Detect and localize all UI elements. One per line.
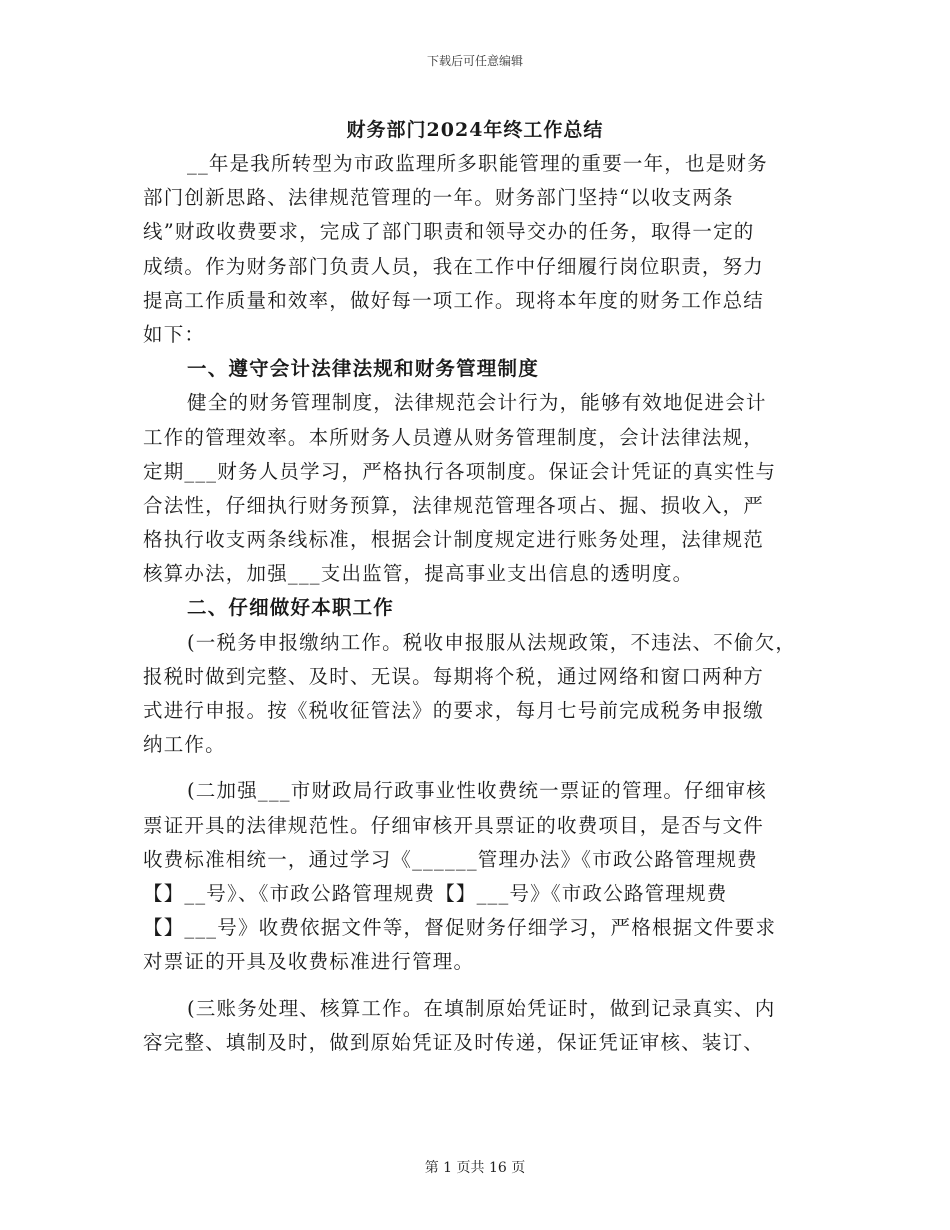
header-note: 下载后可任意编辑 [426,54,523,68]
document-body [143,147,811,1060]
intro-paragraph [143,147,811,352]
section-heading-2: 二、仔细做好本职工作 [187,596,395,620]
text-line: 工作的管理效率。本所财务人员遵从财务管理制度，会计法律法规， [143,425,765,449]
text-line: 票证开具的法律规范性。仔细审核开具票证的收费项目，是否与文件 [143,813,765,837]
section-heading-1: 一、遵守会计法律法规和财务管理制度 [187,357,539,381]
text-line: 对票证的开具及收费标准进行管理。 [143,950,475,974]
text-line: 线”财政收费要求，完成了部门职责和领导交办的任务，取得一定的 [143,220,755,244]
text-line: 收费标准相统一，通过学习《______管理办法》《市政公路管理规费 [143,847,758,871]
text-line: 提高工作质量和效率，做好每一项工作。现将本年度的财务工作总结 [143,288,765,312]
text-line: 健全的财务管理制度，法律规范会计行为，能够有效地促进会计 [187,391,767,415]
text-line: 式进行申报。按《税收征管法》的要求，每月七号前完成税务申报缴 [143,699,765,722]
text-line: 格执行收支两条线标准，根据会计制度规定进行账务处理，法律规范 [143,528,765,552]
page-footer: 第 1 页共 16 页 [424,1160,526,1176]
section2-paragraph-3 [143,992,811,1060]
text-line: 容完整、填制及时，做到原始凭证及时传递，保证凭证审核、装订、 [143,1030,765,1054]
text-line: 纳工作。 [143,733,226,757]
text-line: (二加强___市财政局行政事业性收费统一票证的管理。仔细审核 [187,779,767,803]
text-line: 【】__号》、《市政公路管理规费【】___号》《市政公路管理规费 [143,881,728,905]
text-line: 如下： [143,322,206,346]
text-line: 部门创新思路、法律规范管理的一年。财务部门坚持“以收支两条 [143,186,734,210]
text-line: 合法性，仔细执行财务预算，法律规范管理各项占、掘、损收入，严 [143,493,765,517]
section2-paragraph-2 [143,774,811,979]
text-line: (三账务处理、核算工作。在填制原始凭证时，做到记录真实、内 [187,996,776,1020]
text-line: 核算办法，加强___支出监管，提高事业支出信息的透明度。 [143,562,694,586]
section2-paragraph-1 [143,626,811,763]
text-line: (一税务申报缴纳工作。税收申报服从法规政策，不违法、不偷欠， [187,630,797,654]
document-title: 财务部门2024年终工作总结 [346,119,604,141]
text-line: 成绩。作为财务部门负责人员，我在工作中仔细履行岗位职责，努力 [143,254,765,278]
text-line: 报税时做到完整、及时、无误。每期将个税，通过网络和窗口两种方 [143,664,765,688]
text-line: 【】___号》收费依据文件等，督促财务仔细学习，严格根据文件要求 [143,916,777,940]
text-line: __年是我所转型为市政监理所多职能管理的重要一年，也是财务 [187,152,768,175]
section1-paragraph [143,386,811,591]
text-line: 定期___财务人员学习，严格执行各项制度。保证会计凭证的真实性与 [143,459,777,483]
